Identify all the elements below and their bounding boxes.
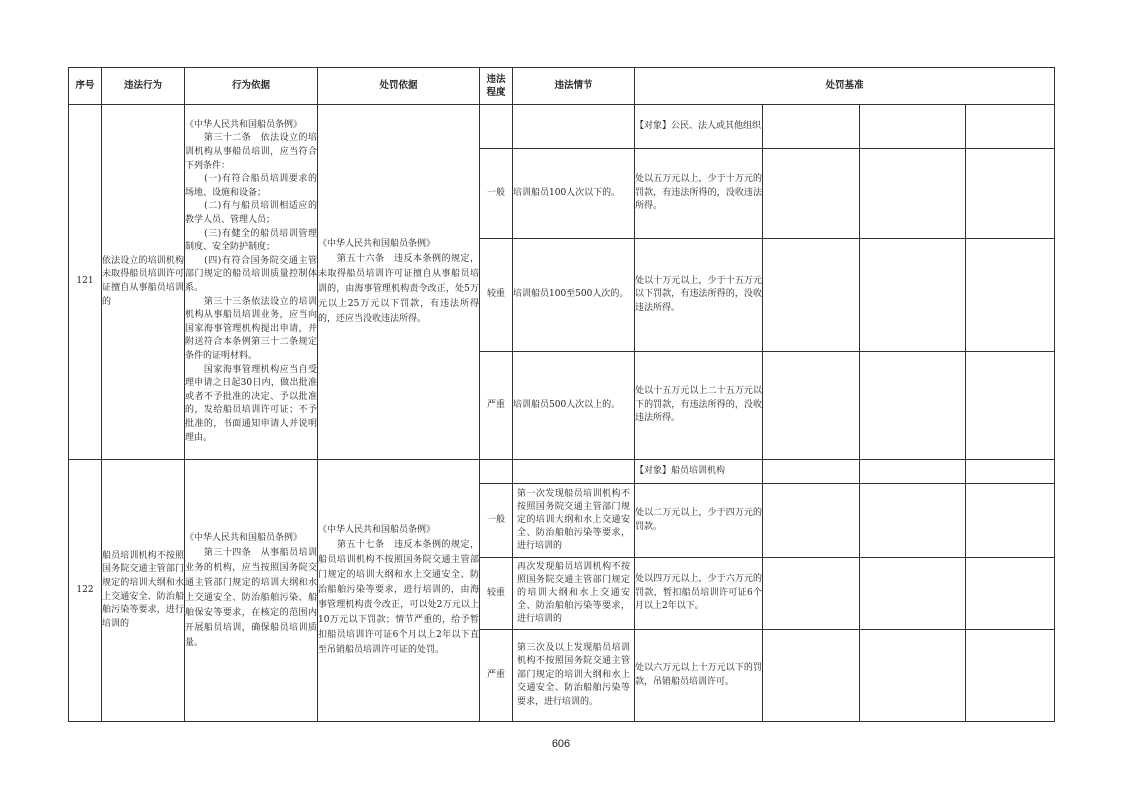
circumstance-cell: 培训船员500人次以上的。	[513, 352, 635, 460]
penalty-standard-table	[68, 67, 1055, 722]
circumstance-cell: 培训船员100人次以下的。	[513, 149, 635, 239]
table-row	[69, 105, 1055, 149]
degree-cell: 较重	[480, 558, 513, 630]
header-circumstance: 违法情节	[513, 68, 635, 105]
degree-cell: 严重	[480, 630, 513, 722]
header-row	[69, 68, 1055, 105]
row-behavior-basis: 《中华人民共和国船员条例》 第三十四条 从事船员培训业务的机构，应当按照国务院交通主管部门规定的培训大纲和水上交通安全、防治船舶污染、船舶保安等要求，在核定的范围内开展船员培训，确保船员培训质量。	[185, 460, 318, 722]
degree-cell: 严重	[480, 352, 513, 460]
standard-cell: 处以二万元以上，少于四万元的罚款。	[635, 484, 763, 558]
row-seq: 121	[69, 105, 102, 460]
page-number: 606	[551, 738, 571, 750]
header-violation: 违法行为	[102, 68, 185, 105]
degree-cell: 一般	[480, 484, 513, 558]
header-behavior-basis: 行为依据	[185, 68, 318, 105]
circumstance-cell: 第一次发现船员培训机构不按照国务院交通主管部门规定的培训大纲和水上交通安全、防治船舶污染等要求，进行培训的	[513, 484, 635, 558]
standard-cell: 处以五万元以上，少于十万元的罚款，有违法所得的，没收违法所得。	[635, 149, 763, 239]
standard-cell: 处以十万元以上，少于十五万元以下罚款，有违法所得的，没收违法所得。	[635, 239, 763, 352]
row-violation: 依法设立的培训机构未取得船员培训许可证擅自从事船员培训的	[102, 105, 185, 460]
standard-cell: 处以六万元以上十万元以下的罚款，吊销船员培训许可。	[635, 630, 763, 722]
circumstance-cell: 第三次及以上发现船员培训机构不按照国务院交通主管部门规定的培训大纲和水上交通安全、防治船舶污染等要求，进行培训的。	[513, 630, 635, 722]
target-object: 【对象】船员培训机构	[635, 460, 763, 484]
header-standard: 处罚基准	[635, 68, 1055, 105]
row-behavior-basis: 《中华人民共和国船员条例》 第三十二条 依法设立的培训机构从事船员培训，应当符合下列条件： (一)有符合船员培训要求的场地、设施和设备； (二)有与船员培训相适应的教学人员、管理人员； (三)有健全的船员培训管理制度、安全防护制度； (四)有符合国务院交通主管部门规定的船员培训质量控制体系。 第三十三条依法设立的培训机构从事船员培训业务，应当向国家海事管理机构提出申请，并附送符合本条例第三十二条规定条件的证明材料。 国家海事管理机构应当自受理申请之日起30日内，做出批准或者不予批准的决定、予以批准的，发给船员培训许可证；不予批准的，书面通知申请人并说明理由。	[185, 105, 318, 460]
standard-cell: 处以十五万元以上二十五万元以下的罚款，有违法所得的，没收违法所得。	[635, 352, 763, 460]
row-violation: 船员培训机构不按照国务院交通主管部门规定的培训大纲和水上交通安全、防治船舶污染等要求，进行培训的	[102, 460, 185, 722]
header-penalty-basis: 处罚依据	[318, 68, 480, 105]
circumstance-cell: 培训船员100至500人次的。	[513, 239, 635, 352]
degree-cell: 一般	[480, 149, 513, 239]
row-penalty-basis: 《中华人民共和国船员条例》 第五十七条 违反本条例的规定，船员培训机构不按照国务院交通主管部门规定的培训大纲和水上交通安全、防治船舶污染等要求，进行培训的，由海事管理机构责令改正，可以处2万元以上10万元以下罚款；情节严重的，给予暂扣船员培训许可证6个月以上2年以下直至吊销船员培训许可证的处罚。	[318, 460, 480, 722]
degree-cell: 较重	[480, 239, 513, 352]
row-seq: 122	[69, 460, 102, 722]
header-degree: 违法 程度	[480, 68, 513, 105]
table-row	[69, 460, 1055, 484]
circumstance-cell: 再次发现船员培训机构不按照国务院交通主管部门规定的培训大纲和水上交通安全、防治船舶污染等要求，进行培训的	[513, 558, 635, 630]
standard-cell: 处以四万元以上，少于六万元的罚款，暂扣船员培训许可证6个月以上2年以下。	[635, 558, 763, 630]
target-object: 【对象】公民、法人或其他组织	[635, 105, 763, 149]
row-penalty-basis: 《中华人民共和国船员条例》 第五十六条 违反本条例的规定，未取得船员培训许可证擅自从事船员培训的，由海事管理机构责令改正，处5万元以上25万元以下罚款，有违法所得的，还应当没收违法所得。	[318, 105, 480, 460]
header-seq: 序号	[69, 68, 102, 105]
